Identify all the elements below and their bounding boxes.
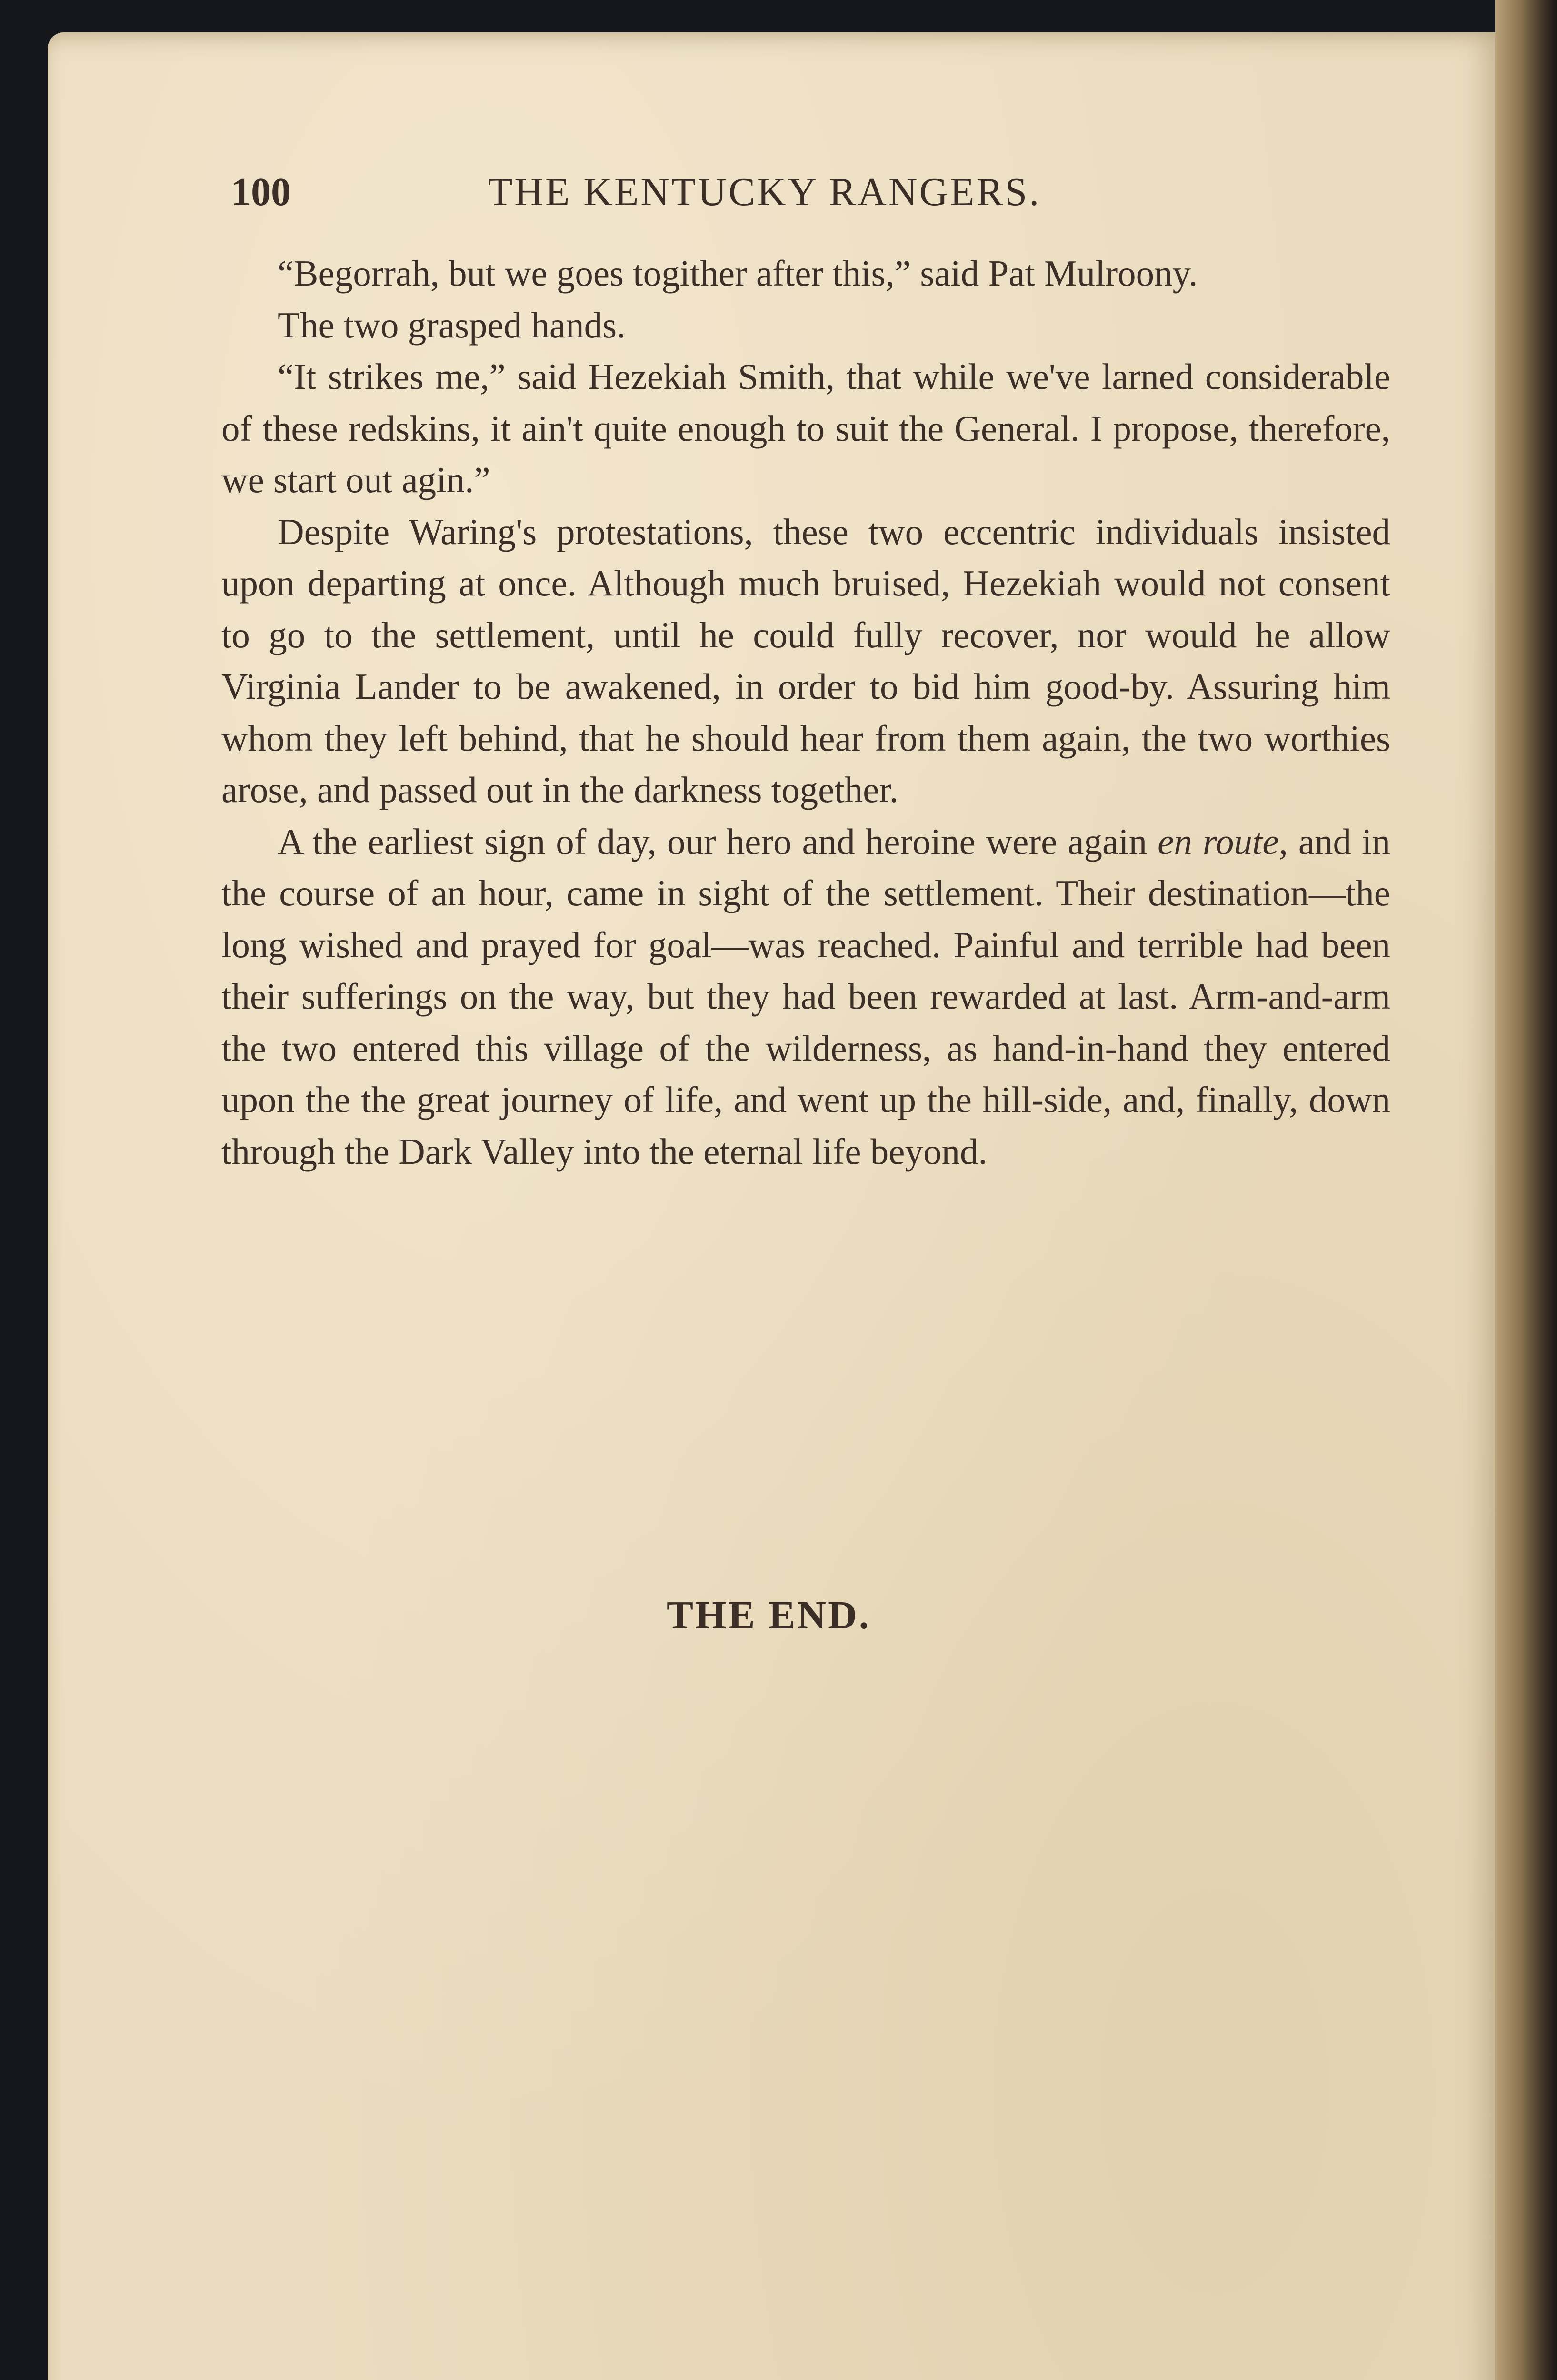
running-title: THE KENTUCKY RANGERS.: [488, 170, 1041, 214]
paragraph-5-end: , and in the course of an hour, came in sight of the settlement. Their destination—the long wished and prayed for goal—was reached. Painful and terrible had been their sufferings on the way, but they had been rewarded at last. Arm-and-arm the two entered this village of the wilderness, as hand-in-hand they entered upon the the great journey of life, and went up the hill-side, and, finally, down through the Dark Valley into the eternal life beyond.: [221, 821, 1390, 1172]
page-edge-shadow: [1495, 0, 1557, 2380]
running-head: [231, 169, 1136, 231]
the-end-heading: THE END.: [667, 1593, 871, 1637]
paragraph-5: [221, 816, 1390, 1178]
paragraph-4: Despite Waring's protestations, these two eccentric individuals insisted upon departing at once. Although much bruised, Hezekiah would not consent to go to the settlement, until he could fully recover, nor would he allow Virginia Lander to be awakened, in order to bid him good-by. Assuring him whom they left behind, that he should hear from them again, the two worthies arose, and passed out in the darkness together.: [221, 511, 1390, 810]
body-text: [221, 248, 1390, 1177]
paragraph-2: The two grasped hands.: [278, 304, 626, 346]
paragraph-1: “Begorrah, but we goes togither after this,” said Pat Mulroony.: [278, 253, 1198, 294]
paragraph-5-start: A the earliest sign of day, our hero and heroine were again: [278, 821, 1158, 862]
page-number: 100: [231, 170, 291, 214]
paragraph-3: “It strikes me,” said Hezekiah Smith, that while we've larned considerable of these redskins, it ain't quite enough to suit the General. I propose, therefore, we start out agin.”: [221, 356, 1390, 500]
paragraph-5-italic: en route: [1158, 821, 1279, 862]
